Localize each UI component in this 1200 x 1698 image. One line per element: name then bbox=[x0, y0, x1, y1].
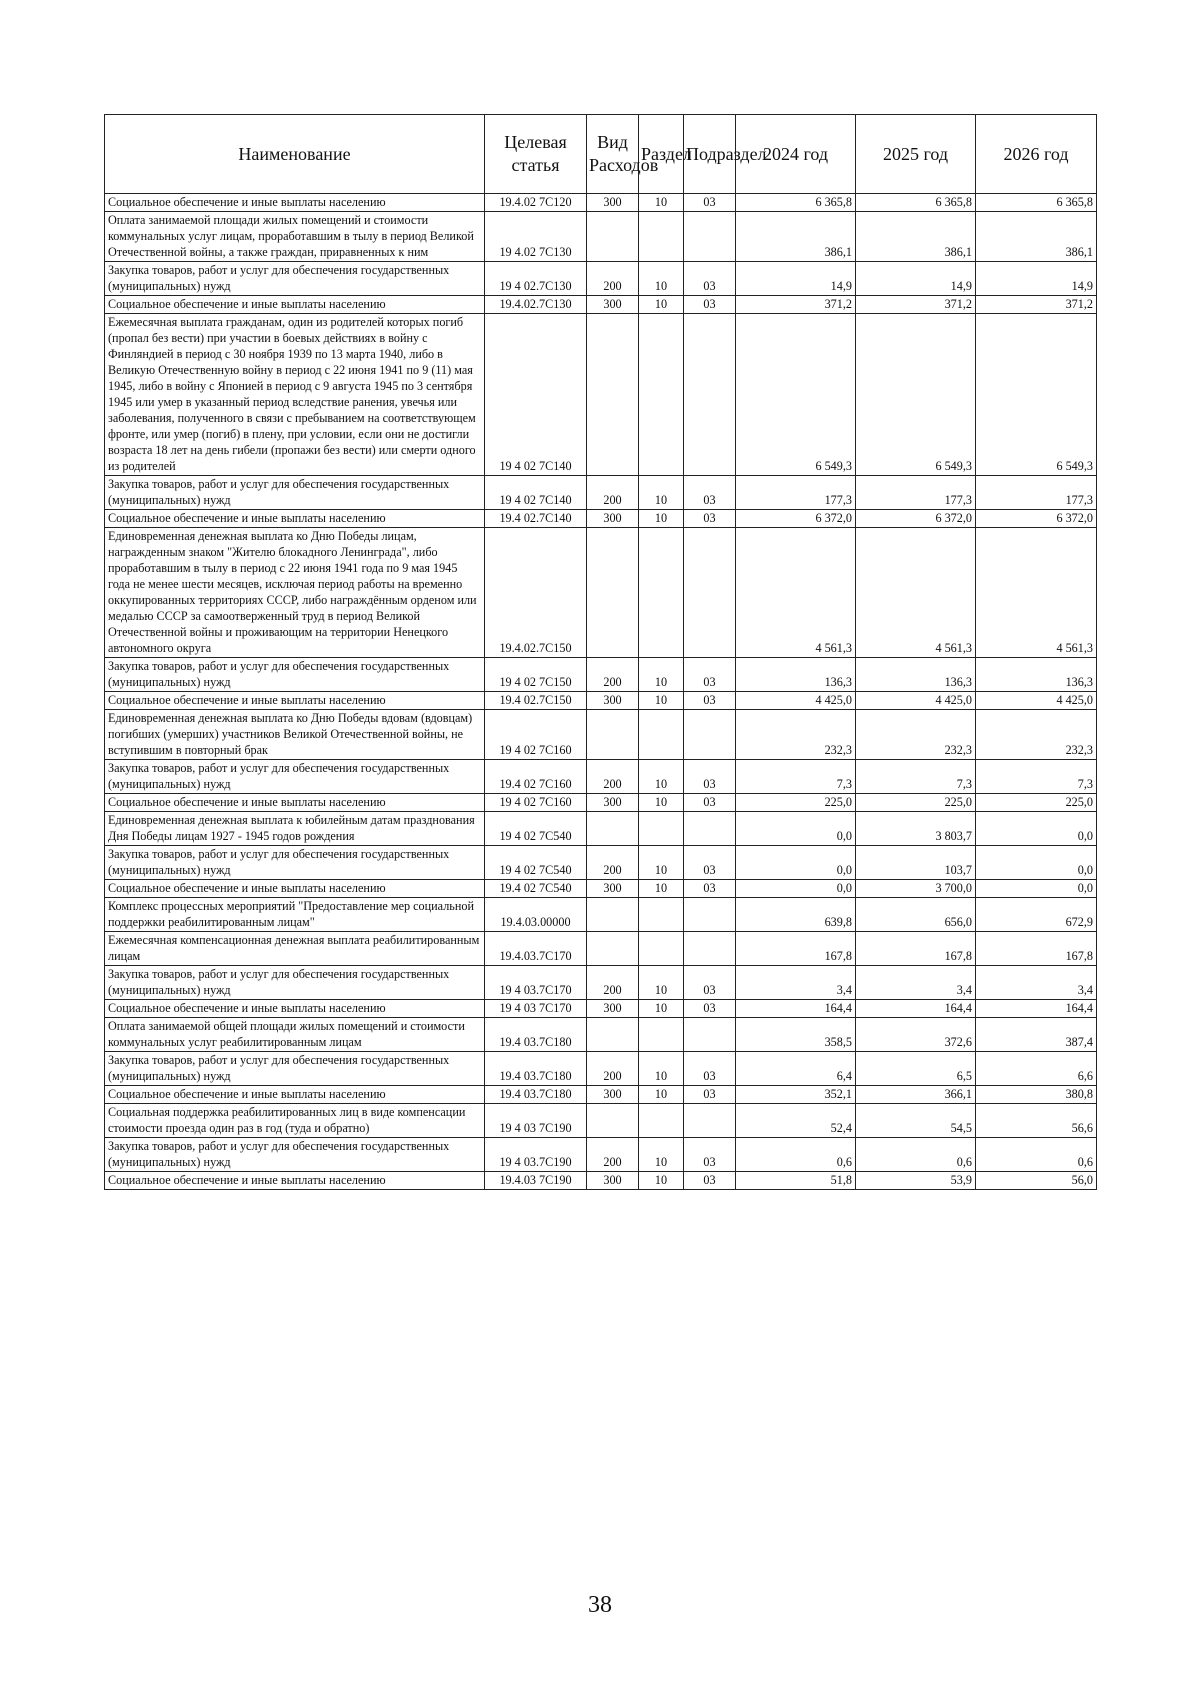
cell-target: 19.4.02.7C150 bbox=[485, 528, 587, 658]
cell-2026: 225,0 bbox=[976, 794, 1097, 812]
cell-subsection: 03 bbox=[684, 658, 736, 692]
cell-2025: 656,0 bbox=[856, 898, 976, 932]
table-row bbox=[105, 760, 1097, 794]
table-row bbox=[105, 812, 1097, 846]
cell-name: Закупка товаров, работ и услуг для обеспечения государственных (муниципальных) нужд bbox=[105, 1138, 485, 1172]
cell-section bbox=[639, 1018, 684, 1052]
cell-name: Ежемесячная компенсационная денежная выплата реабилитированным лицам bbox=[105, 932, 485, 966]
cell-kind: 300 bbox=[587, 1086, 639, 1104]
cell-section: 10 bbox=[639, 692, 684, 710]
cell-kind: 200 bbox=[587, 658, 639, 692]
cell-kind bbox=[587, 812, 639, 846]
cell-name: Социальное обеспечение и иные выплаты населению bbox=[105, 794, 485, 812]
cell-2025: 232,3 bbox=[856, 710, 976, 760]
cell-2026: 6 365,8 bbox=[976, 194, 1097, 212]
cell-kind bbox=[587, 1018, 639, 1052]
header-target: Целевая статья bbox=[485, 115, 587, 194]
cell-2026: 386,1 bbox=[976, 212, 1097, 262]
cell-name: Социальное обеспечение и иные выплаты населению bbox=[105, 510, 485, 528]
cell-2024: 6 365,8 bbox=[736, 194, 856, 212]
cell-2026: 167,8 bbox=[976, 932, 1097, 966]
cell-section: 10 bbox=[639, 1052, 684, 1086]
cell-section bbox=[639, 710, 684, 760]
cell-target: 19 4 03.7C170 bbox=[485, 966, 587, 1000]
cell-kind: 200 bbox=[587, 966, 639, 1000]
cell-target: 19 4.02 7C130 bbox=[485, 212, 587, 262]
cell-target: 19 4 02 7C160 bbox=[485, 794, 587, 812]
cell-kind bbox=[587, 314, 639, 476]
cell-2026: 7,3 bbox=[976, 760, 1097, 794]
cell-name: Закупка товаров, работ и услуг для обеспечения государственных (муниципальных) нужд bbox=[105, 966, 485, 1000]
cell-section bbox=[639, 528, 684, 658]
cell-2026: 0,0 bbox=[976, 846, 1097, 880]
table-row bbox=[105, 966, 1097, 1000]
cell-name: Закупка товаров, работ и услуг для обеспечения государственных (муниципальных) нужд bbox=[105, 476, 485, 510]
cell-target: 19 4 02 7C150 bbox=[485, 658, 587, 692]
table-row bbox=[105, 1104, 1097, 1138]
cell-section: 10 bbox=[639, 1138, 684, 1172]
cell-subsection bbox=[684, 710, 736, 760]
cell-subsection bbox=[684, 528, 736, 658]
table-row bbox=[105, 1138, 1097, 1172]
cell-section bbox=[639, 1104, 684, 1138]
cell-kind: 200 bbox=[587, 476, 639, 510]
table-row bbox=[105, 1172, 1097, 1190]
cell-section: 10 bbox=[639, 966, 684, 1000]
cell-2026: 672,9 bbox=[976, 898, 1097, 932]
cell-name: Социальное обеспечение и иные выплаты населению bbox=[105, 880, 485, 898]
table-row bbox=[105, 314, 1097, 476]
cell-section: 10 bbox=[639, 262, 684, 296]
cell-name: Единовременная денежная выплата ко Дню Победы лицам, награжденным знаком "Жителю блокадного Ленинграда", либо проработавшим в тылу в период с 22 июня 1941 года по 9 мая 1945 года не менее шести месяцев, исключая период работы на временно оккупированных территориях СССР, либо награждённым орденом или медалью СССР за самоотверженный труд в период Великой Отечественной войны и проживающим на территории Ненецкого автономного округа bbox=[105, 528, 485, 658]
cell-2025: 6 549,3 bbox=[856, 314, 976, 476]
table-row bbox=[105, 296, 1097, 314]
cell-2024: 386,1 bbox=[736, 212, 856, 262]
cell-name: Закупка товаров, работ и услуг для обеспечения государственных (муниципальных) нужд bbox=[105, 1052, 485, 1086]
cell-kind: 300 bbox=[587, 1172, 639, 1190]
table-header-row bbox=[105, 115, 1097, 194]
cell-target: 19.4 02.7C150 bbox=[485, 692, 587, 710]
cell-2025: 54,5 bbox=[856, 1104, 976, 1138]
cell-kind: 200 bbox=[587, 262, 639, 296]
budget-table bbox=[104, 114, 1097, 1190]
cell-2025: 225,0 bbox=[856, 794, 976, 812]
cell-target: 19 4 03 7C170 bbox=[485, 1000, 587, 1018]
table-row bbox=[105, 1018, 1097, 1052]
cell-2024: 0,0 bbox=[736, 846, 856, 880]
cell-name: Единовременная денежная выплата ко Дню Победы вдовам (вдовцам) погибших (умерших) участников Великой Отечественной войны, не вступившим в повторный брак bbox=[105, 710, 485, 760]
cell-subsection bbox=[684, 898, 736, 932]
cell-name: Социальное обеспечение и иные выплаты населению bbox=[105, 296, 485, 314]
cell-2024: 6,4 bbox=[736, 1052, 856, 1086]
cell-2024: 6 372,0 bbox=[736, 510, 856, 528]
cell-subsection: 03 bbox=[684, 760, 736, 794]
cell-target: 19 4 03.7C190 bbox=[485, 1138, 587, 1172]
cell-subsection: 03 bbox=[684, 1000, 736, 1018]
cell-2025: 7,3 bbox=[856, 760, 976, 794]
cell-2024: 0,0 bbox=[736, 880, 856, 898]
cell-name: Оплата занимаемой площади жилых помещений и стоимости коммунальных услуг лицам, проработавшим в тылу в период Великой Отечественной войны, а также граждан, приравненных к ним bbox=[105, 212, 485, 262]
cell-name: Закупка товаров, работ и услуг для обеспечения государственных (муниципальных) нужд bbox=[105, 262, 485, 296]
cell-2025: 366,1 bbox=[856, 1086, 976, 1104]
cell-kind: 300 bbox=[587, 692, 639, 710]
cell-section: 10 bbox=[639, 1086, 684, 1104]
cell-target: 19.4.03.00000 bbox=[485, 898, 587, 932]
cell-subsection: 03 bbox=[684, 1086, 736, 1104]
cell-kind bbox=[587, 710, 639, 760]
cell-target: 19.4 03.7C180 bbox=[485, 1018, 587, 1052]
cell-2025: 372,6 bbox=[856, 1018, 976, 1052]
cell-subsection bbox=[684, 1018, 736, 1052]
cell-section bbox=[639, 812, 684, 846]
cell-section bbox=[639, 932, 684, 966]
cell-2025: 177,3 bbox=[856, 476, 976, 510]
table-row bbox=[105, 846, 1097, 880]
cell-kind: 300 bbox=[587, 880, 639, 898]
cell-kind: 200 bbox=[587, 1052, 639, 1086]
cell-subsection: 03 bbox=[684, 692, 736, 710]
cell-2026: 56,6 bbox=[976, 1104, 1097, 1138]
cell-target: 19 4 02 7C540 bbox=[485, 812, 587, 846]
cell-section bbox=[639, 212, 684, 262]
cell-2024: 136,3 bbox=[736, 658, 856, 692]
cell-kind: 300 bbox=[587, 794, 639, 812]
cell-2026: 380,8 bbox=[976, 1086, 1097, 1104]
cell-2024: 0,0 bbox=[736, 812, 856, 846]
cell-2024: 0,6 bbox=[736, 1138, 856, 1172]
cell-section: 10 bbox=[639, 760, 684, 794]
cell-2024: 4 425,0 bbox=[736, 692, 856, 710]
cell-subsection: 03 bbox=[684, 1138, 736, 1172]
cell-2025: 4 425,0 bbox=[856, 692, 976, 710]
cell-2026: 4 425,0 bbox=[976, 692, 1097, 710]
cell-2026: 0,6 bbox=[976, 1138, 1097, 1172]
cell-subsection bbox=[684, 812, 736, 846]
cell-section bbox=[639, 898, 684, 932]
cell-subsection: 03 bbox=[684, 1052, 736, 1086]
cell-section: 10 bbox=[639, 794, 684, 812]
cell-2025: 3,4 bbox=[856, 966, 976, 1000]
cell-2024: 639,8 bbox=[736, 898, 856, 932]
cell-2025: 167,8 bbox=[856, 932, 976, 966]
cell-kind: 200 bbox=[587, 1138, 639, 1172]
table-row bbox=[105, 658, 1097, 692]
header-2026: 2026 год bbox=[976, 115, 1097, 194]
cell-2026: 371,2 bbox=[976, 296, 1097, 314]
cell-2025: 6,5 bbox=[856, 1052, 976, 1086]
cell-2025: 103,7 bbox=[856, 846, 976, 880]
cell-target: 19.4.02.7C130 bbox=[485, 296, 587, 314]
cell-subsection bbox=[684, 212, 736, 262]
table-row bbox=[105, 212, 1097, 262]
cell-kind: 300 bbox=[587, 510, 639, 528]
cell-name: Закупка товаров, работ и услуг для обеспечения государственных (муниципальных) нужд bbox=[105, 658, 485, 692]
table-row bbox=[105, 932, 1097, 966]
cell-2024: 52,4 bbox=[736, 1104, 856, 1138]
cell-2024: 14,9 bbox=[736, 262, 856, 296]
cell-name: Социальное обеспечение и иные выплаты населению bbox=[105, 1086, 485, 1104]
cell-2026: 56,0 bbox=[976, 1172, 1097, 1190]
cell-subsection: 03 bbox=[684, 296, 736, 314]
cell-kind bbox=[587, 528, 639, 658]
cell-target: 19 4 02 7C160 bbox=[485, 710, 587, 760]
table-body bbox=[105, 194, 1097, 1190]
cell-kind: 300 bbox=[587, 194, 639, 212]
cell-name: Социальное обеспечение и иные выплаты населению bbox=[105, 1000, 485, 1018]
cell-2024: 352,1 bbox=[736, 1086, 856, 1104]
table-row bbox=[105, 528, 1097, 658]
cell-subsection: 03 bbox=[684, 510, 736, 528]
cell-section: 10 bbox=[639, 880, 684, 898]
table-row bbox=[105, 1000, 1097, 1018]
cell-2024: 225,0 bbox=[736, 794, 856, 812]
cell-name: Социальное обеспечение и иные выплаты населению bbox=[105, 1172, 485, 1190]
cell-kind bbox=[587, 898, 639, 932]
cell-name: Закупка товаров, работ и услуг для обеспечения государственных (муниципальных) нужд bbox=[105, 846, 485, 880]
cell-target: 19 4 02 7C540 bbox=[485, 846, 587, 880]
cell-2026: 387,4 bbox=[976, 1018, 1097, 1052]
header-subsection: Подраздел bbox=[684, 115, 736, 194]
cell-2026: 14,9 bbox=[976, 262, 1097, 296]
cell-name: Социальная поддержка реабилитированных лиц в виде компенсации стоимости проезда один раз в год (туда и обратно) bbox=[105, 1104, 485, 1138]
table-row bbox=[105, 194, 1097, 212]
table-row bbox=[105, 1086, 1097, 1104]
cell-subsection: 03 bbox=[684, 794, 736, 812]
cell-section: 10 bbox=[639, 1000, 684, 1018]
page-number: 38 bbox=[588, 1592, 612, 1618]
cell-kind: 200 bbox=[587, 846, 639, 880]
header-section: Раздел bbox=[639, 115, 684, 194]
cell-target: 19 4 02.7C130 bbox=[485, 262, 587, 296]
cell-2024: 7,3 bbox=[736, 760, 856, 794]
cell-target: 19.4 03.7C180 bbox=[485, 1086, 587, 1104]
cell-2025: 386,1 bbox=[856, 212, 976, 262]
cell-2025: 0,6 bbox=[856, 1138, 976, 1172]
cell-2024: 371,2 bbox=[736, 296, 856, 314]
cell-2025: 6 372,0 bbox=[856, 510, 976, 528]
table-row bbox=[105, 692, 1097, 710]
cell-target: 19.4.02 7C120 bbox=[485, 194, 587, 212]
cell-name: Социальное обеспечение и иные выплаты населению bbox=[105, 692, 485, 710]
cell-target: 19.4 02 7C540 bbox=[485, 880, 587, 898]
cell-2025: 164,4 bbox=[856, 1000, 976, 1018]
cell-2024: 3,4 bbox=[736, 966, 856, 1000]
cell-section: 10 bbox=[639, 846, 684, 880]
cell-2026: 0,0 bbox=[976, 880, 1097, 898]
table-row bbox=[105, 898, 1097, 932]
cell-2026: 6 549,3 bbox=[976, 314, 1097, 476]
table-row bbox=[105, 510, 1097, 528]
cell-2024: 51,8 bbox=[736, 1172, 856, 1190]
cell-kind bbox=[587, 1104, 639, 1138]
table-row bbox=[105, 262, 1097, 296]
cell-subsection bbox=[684, 314, 736, 476]
cell-2024: 232,3 bbox=[736, 710, 856, 760]
table-row bbox=[105, 710, 1097, 760]
cell-2024: 177,3 bbox=[736, 476, 856, 510]
cell-name: Единовременная денежная выплата к юбилейным датам празднования Дня Победы лицам 1927 - 1945 годов рождения bbox=[105, 812, 485, 846]
cell-2026: 6,6 bbox=[976, 1052, 1097, 1086]
cell-name: Комплекс процессных мероприятий "Предоставление мер социальной поддержки реабилитированным лицам" bbox=[105, 898, 485, 932]
header-2024: 2024 год bbox=[736, 115, 856, 194]
cell-target: 19.4.03 7C190 bbox=[485, 1172, 587, 1190]
header-kind: Вид Расходов bbox=[587, 115, 639, 194]
cell-name: Закупка товаров, работ и услуг для обеспечения государственных (муниципальных) нужд bbox=[105, 760, 485, 794]
cell-target: 19.4 02 7C160 bbox=[485, 760, 587, 794]
cell-name: Социальное обеспечение и иные выплаты населению bbox=[105, 194, 485, 212]
table-row bbox=[105, 1052, 1097, 1086]
cell-2025: 14,9 bbox=[856, 262, 976, 296]
cell-section: 10 bbox=[639, 658, 684, 692]
table-row bbox=[105, 880, 1097, 898]
cell-subsection: 03 bbox=[684, 262, 736, 296]
cell-target: 19.4 02.7C140 bbox=[485, 510, 587, 528]
cell-section: 10 bbox=[639, 1172, 684, 1190]
cell-2026: 4 561,3 bbox=[976, 528, 1097, 658]
cell-2025: 3 700,0 bbox=[856, 880, 976, 898]
cell-2024: 167,8 bbox=[736, 932, 856, 966]
cell-2025: 3 803,7 bbox=[856, 812, 976, 846]
cell-kind: 300 bbox=[587, 1000, 639, 1018]
cell-2025: 136,3 bbox=[856, 658, 976, 692]
header-2025: 2025 год bbox=[856, 115, 976, 194]
cell-subsection: 03 bbox=[684, 880, 736, 898]
cell-subsection bbox=[684, 1104, 736, 1138]
cell-2026: 6 372,0 bbox=[976, 510, 1097, 528]
cell-2026: 0,0 bbox=[976, 812, 1097, 846]
cell-name: Ежемесячная выплата гражданам, один из родителей которых погиб (пропал без вести) при участии в боевых действиях в войну с Финляндией в период с 30 ноября 1939 по 13 марта 1940, либо в Великую Отечественную войну в период с 22 июня 1941 по 9 (11) мая 1945, либо в войну с Японией в период с 9 августа 1945 по 3 сентября 1945 или умер в указанный период вследствие ранения, увечья или заболевания, полученного в связи с пребыванием на соответствующем фронте, или умер (погиб) в плену, при условии, если они не достигли возраста 18 лет на день гибели (пропажи без вести) или смерти одного из родителей bbox=[105, 314, 485, 476]
cell-target: 19 4 03 7C190 bbox=[485, 1104, 587, 1138]
cell-kind bbox=[587, 932, 639, 966]
cell-2025: 371,2 bbox=[856, 296, 976, 314]
cell-kind: 200 bbox=[587, 760, 639, 794]
cell-target: 19.4 03.7C180 bbox=[485, 1052, 587, 1086]
cell-subsection: 03 bbox=[684, 1172, 736, 1190]
cell-2025: 6 365,8 bbox=[856, 194, 976, 212]
cell-target: 19.4.03.7C170 bbox=[485, 932, 587, 966]
cell-kind bbox=[587, 212, 639, 262]
cell-2026: 164,4 bbox=[976, 1000, 1097, 1018]
cell-2026: 232,3 bbox=[976, 710, 1097, 760]
cell-2024: 6 549,3 bbox=[736, 314, 856, 476]
cell-section bbox=[639, 314, 684, 476]
cell-subsection: 03 bbox=[684, 966, 736, 1000]
cell-subsection: 03 bbox=[684, 846, 736, 880]
cell-subsection: 03 bbox=[684, 194, 736, 212]
cell-subsection: 03 bbox=[684, 476, 736, 510]
table-row bbox=[105, 476, 1097, 510]
cell-2025: 4 561,3 bbox=[856, 528, 976, 658]
cell-2026: 136,3 bbox=[976, 658, 1097, 692]
header-name: Наименование bbox=[105, 115, 485, 194]
cell-2024: 164,4 bbox=[736, 1000, 856, 1018]
cell-subsection bbox=[684, 932, 736, 966]
cell-2024: 358,5 bbox=[736, 1018, 856, 1052]
cell-2024: 4 561,3 bbox=[736, 528, 856, 658]
cell-target: 19 4 02 7C140 bbox=[485, 476, 587, 510]
cell-target: 19 4 02 7C140 bbox=[485, 314, 587, 476]
cell-2026: 177,3 bbox=[976, 476, 1097, 510]
cell-section: 10 bbox=[639, 510, 684, 528]
cell-2026: 3,4 bbox=[976, 966, 1097, 1000]
cell-section: 10 bbox=[639, 194, 684, 212]
cell-name: Оплата занимаемой общей площади жилых помещений и стоимости коммунальных услуг реабилитированным лицам bbox=[105, 1018, 485, 1052]
table-row bbox=[105, 794, 1097, 812]
cell-section: 10 bbox=[639, 476, 684, 510]
cell-section: 10 bbox=[639, 296, 684, 314]
cell-kind: 300 bbox=[587, 296, 639, 314]
cell-2025: 53,9 bbox=[856, 1172, 976, 1190]
